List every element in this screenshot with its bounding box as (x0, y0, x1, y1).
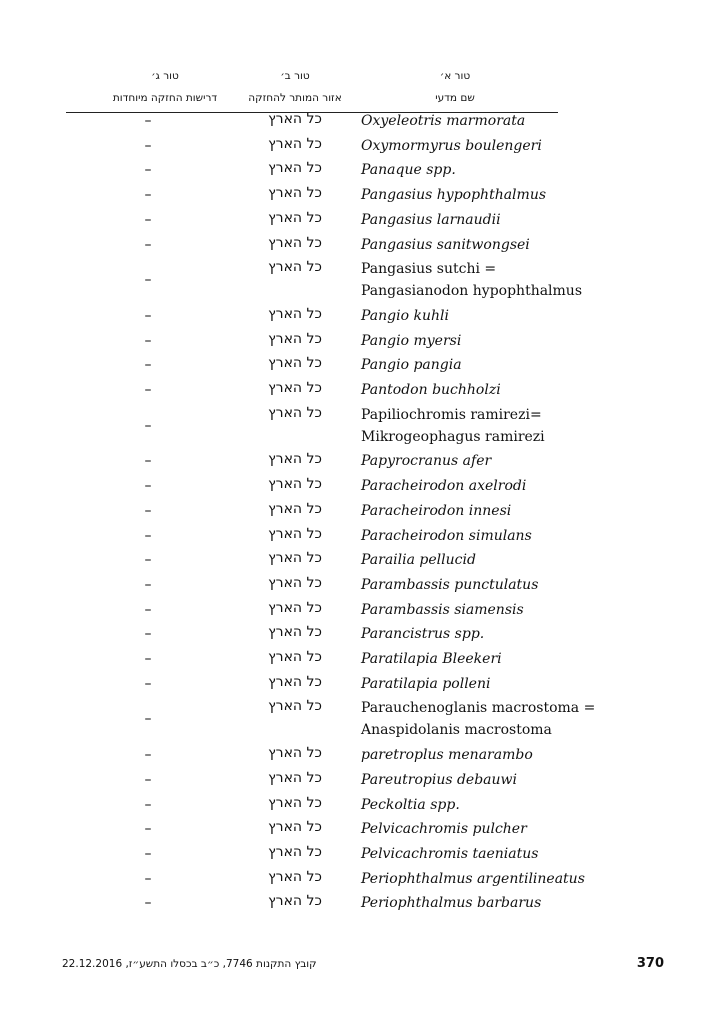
scientific-name: Anaspidolanis macrostoma (361, 722, 552, 739)
special-requirements: – (144, 162, 152, 179)
special-requirements: – (144, 711, 152, 728)
special-requirements: – (144, 211, 152, 228)
scientific-name: Paratilapia polleni (361, 675, 491, 692)
permitted-area: כל הארץ (268, 209, 322, 226)
scientific-name: Panaque spp. (361, 162, 456, 179)
permitted-area: כל הארץ (268, 234, 322, 251)
permitted-area: כל הארץ (268, 550, 322, 567)
special-requirements: – (144, 576, 152, 593)
scientific-name: Parailia pellucid (361, 552, 476, 569)
scientific-name: Peckoltia spp. (361, 796, 460, 813)
column-a-title: טור א׳ (439, 70, 471, 82)
permitted-area: כל הארץ (268, 794, 322, 811)
column-c-title: טור ג׳ (151, 70, 179, 82)
scientific-name: Papiliochromis ramirezi= (361, 406, 542, 423)
special-requirements: – (144, 552, 152, 569)
scientific-name: Paratilapia Bleekeri (361, 651, 502, 667)
scientific-name: Pelvicachromis taeniatus (361, 845, 539, 862)
scientific-name: Mikrogeophagus ramirezi (361, 428, 545, 445)
permitted-area: כל הארץ (268, 305, 322, 322)
permitted-area: כל הארץ (268, 769, 322, 786)
scientific-name: Pangasius hypophthalmus (361, 187, 547, 204)
special-requirements: – (144, 113, 152, 129)
scientific-name: Pangio kuhli (361, 307, 449, 324)
permitted-area: כל הארץ (268, 599, 322, 616)
page-number: 370 (636, 956, 664, 971)
permitted-area: כל הארץ (268, 624, 322, 641)
scientific-name: paretroplus menarambo (361, 747, 533, 764)
special-requirements: – (144, 651, 152, 667)
scientific-name: Parambassis siamensis (361, 601, 524, 618)
special-requirements: – (144, 382, 152, 398)
scientific-name: Parambassis punctulatus (361, 576, 539, 593)
scientific-name: Oxymormyrus boulengeri (361, 137, 542, 154)
permitted-area: כל הארץ (268, 476, 322, 493)
special-requirements: – (144, 417, 152, 434)
scientific-name: Paracheirodon innesi (361, 502, 512, 519)
scientific-name: Paracheirodon simulans (361, 527, 532, 544)
permitted-area: כל הארץ (268, 404, 322, 421)
column-b-subtitle: אזור המותר להחזקה (248, 92, 342, 104)
scientific-name: Pangasius sutchi = (361, 261, 497, 278)
special-requirements: – (144, 137, 152, 154)
scientific-name: Pangasius larnaudii (361, 211, 501, 228)
permitted-area: כל הארץ (268, 698, 322, 715)
special-requirements: – (144, 502, 152, 519)
special-requirements: – (144, 357, 152, 374)
scientific-name: Pantodon buchholzi (361, 382, 501, 398)
special-requirements: – (144, 821, 152, 838)
permitted-area: כל הארץ (268, 574, 322, 591)
permitted-area: כל הארץ (268, 160, 322, 177)
special-requirements: – (144, 870, 152, 887)
scientific-name: Pangio myersi (361, 332, 462, 349)
permitted-area: כל הארץ (268, 673, 322, 690)
permitted-area: כל הארץ (268, 185, 322, 202)
special-requirements: – (144, 895, 152, 912)
special-requirements: – (144, 527, 152, 544)
column-a-subtitle: שם מדעי (435, 92, 475, 104)
permitted-area: כל הארץ (268, 380, 322, 396)
scientific-name: Periophthalmus argentilineatus (361, 870, 585, 887)
special-requirements: – (144, 453, 152, 470)
scientific-name: Pareutropius debauwi (361, 771, 518, 788)
scientific-name: Pangasius sanitwongsei (361, 236, 530, 253)
special-requirements: – (144, 272, 152, 289)
scientific-name: Parancistrus spp. (361, 626, 485, 643)
special-requirements: – (144, 796, 152, 813)
special-requirements: – (144, 747, 152, 764)
special-requirements: – (144, 845, 152, 862)
special-requirements: – (144, 675, 152, 692)
permitted-area: כל הארץ (268, 135, 322, 152)
special-requirements: – (144, 626, 152, 643)
special-requirements: – (144, 187, 152, 204)
special-requirements: – (144, 771, 152, 788)
scientific-name: Parauchenoglanis macrostoma = (361, 700, 596, 717)
scientific-name: Papyrocranus afer (361, 453, 492, 470)
permitted-area: כל הארץ (268, 355, 322, 372)
special-requirements: – (144, 601, 152, 618)
scientific-name: Oxyeleotris marmorata (361, 113, 526, 129)
special-requirements: – (144, 332, 152, 349)
scientific-name: Pangasianodon hypophthalmus (361, 283, 583, 300)
special-requirements: – (144, 478, 152, 495)
scientific-name: Pangio pangia (361, 357, 462, 374)
special-requirements: – (144, 307, 152, 324)
publication-footer: קובץ התקנות 7746, כ״ב בכסלו התשע״ז, 22.12.2016 (62, 958, 317, 970)
permitted-area: כל הארץ (268, 893, 322, 910)
permitted-area: כל הארץ (268, 868, 322, 885)
permitted-area: כל הארץ (268, 819, 322, 836)
column-c-subtitle: דרישות החזקה מיוחדות (112, 92, 218, 104)
permitted-area: כל הארץ (268, 259, 322, 276)
permitted-area: כל הארץ (268, 111, 322, 127)
scientific-name: Pelvicachromis pulcher (361, 821, 527, 838)
permitted-area: כל הארץ (268, 500, 322, 517)
permitted-area: כל הארץ (268, 330, 322, 347)
column-b-title: טור ב׳ (280, 70, 310, 82)
permitted-area: כל הארץ (268, 745, 322, 762)
permitted-area: כל הארץ (268, 649, 322, 665)
scientific-name: Periophthalmus barbarus (361, 895, 542, 912)
special-requirements: – (144, 236, 152, 253)
scientific-name: Paracheirodon axelrodi (361, 478, 527, 495)
permitted-area: כל הארץ (268, 843, 322, 860)
permitted-area: כל הארץ (268, 451, 322, 468)
permitted-area: כל הארץ (268, 525, 322, 542)
